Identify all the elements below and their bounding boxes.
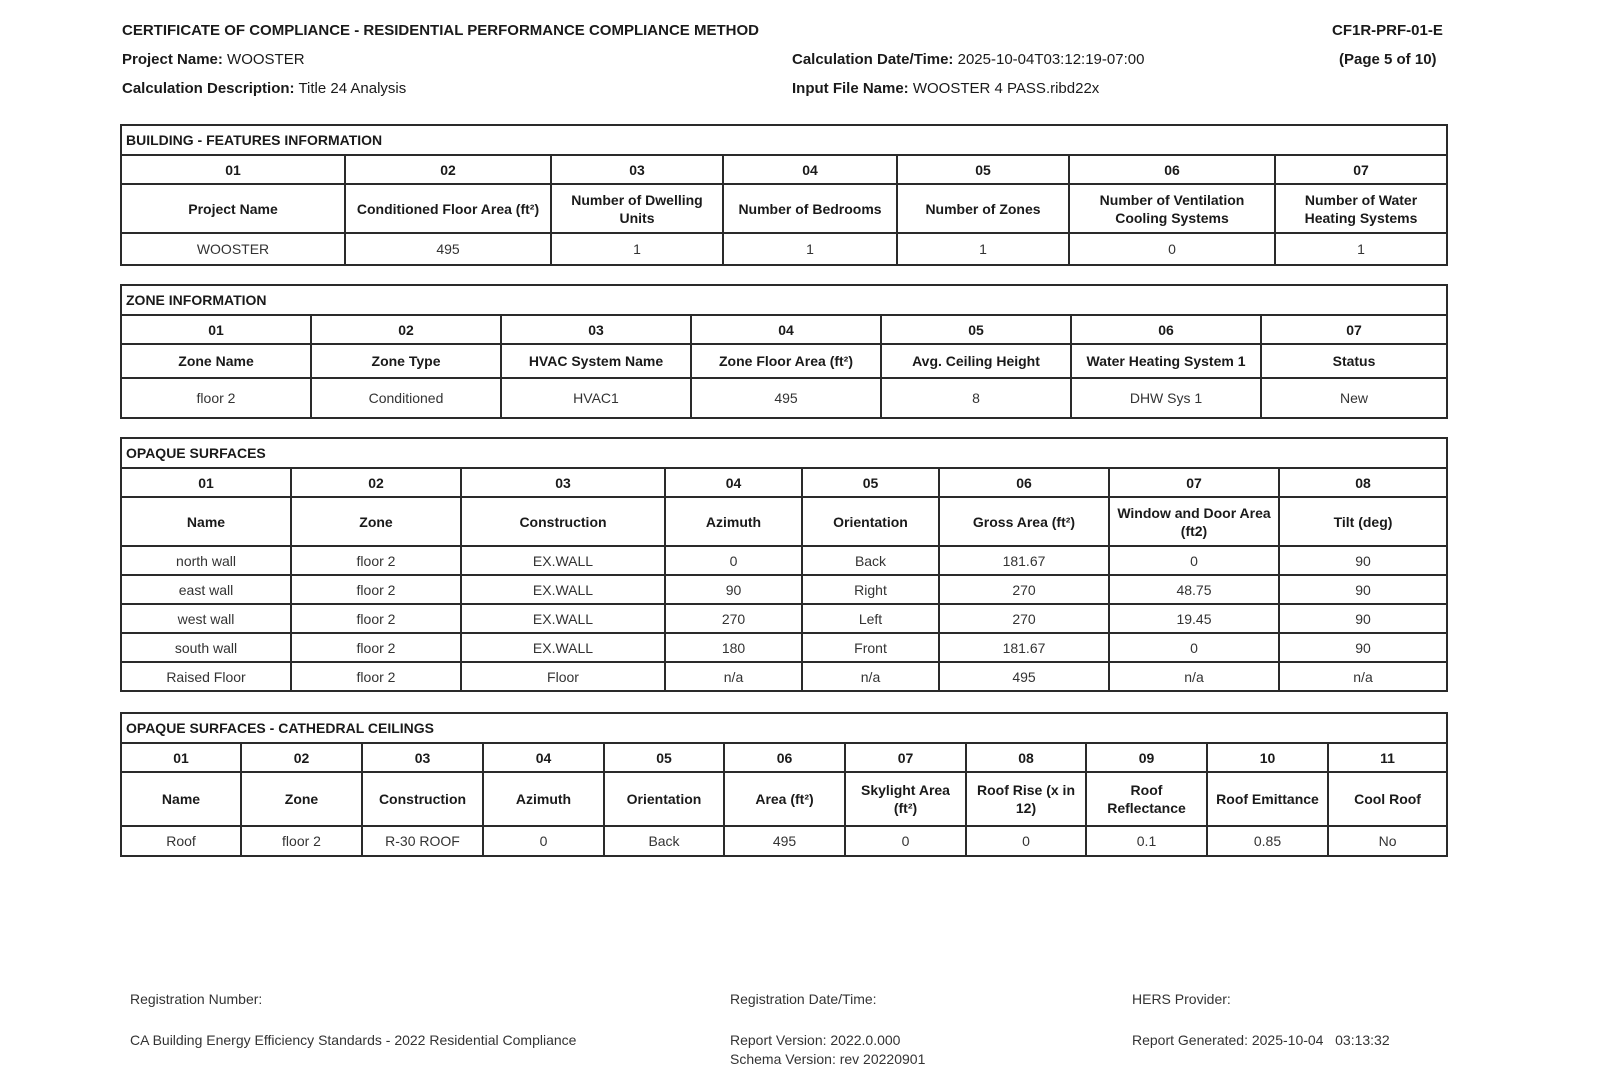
table-cell: 0.1	[1086, 826, 1207, 856]
column-number: 08	[1279, 468, 1447, 497]
table-cell: 48.75	[1109, 575, 1279, 604]
column-number: 11	[1328, 743, 1447, 772]
column-header: Orientation	[604, 772, 724, 826]
column-header: Construction	[362, 772, 483, 826]
column-header: Zone	[291, 497, 461, 546]
input-file-line	[792, 80, 1099, 97]
form-id: CF1R-PRF-01-E	[1332, 22, 1443, 39]
table-cell: 1	[723, 233, 897, 265]
calc-desc-value: Title 24 Analysis	[298, 80, 407, 97]
table-cell: west wall	[121, 604, 291, 633]
table-cell: 181.67	[939, 546, 1109, 575]
table-cell: 0	[665, 546, 802, 575]
table-cell: 19.45	[1109, 604, 1279, 633]
column-header: Window and Door Area (ft2)	[1109, 497, 1279, 546]
calc-desc-label: Calculation Description:	[122, 80, 295, 97]
table-cell: 0.85	[1207, 826, 1328, 856]
column-header: Conditioned Floor Area (ft²)	[345, 184, 551, 233]
table-row	[121, 378, 1447, 418]
column-header: Status	[1261, 344, 1447, 378]
section-title: ZONE INFORMATION	[121, 285, 1447, 315]
column-number: 09	[1086, 743, 1207, 772]
column-number: 02	[291, 468, 461, 497]
zone-information-section	[120, 284, 1446, 419]
table-cell: Floor	[461, 662, 665, 691]
table-cell: 90	[665, 575, 802, 604]
opaque-surfaces-table	[120, 437, 1448, 692]
column-number: 04	[723, 155, 897, 184]
table-cell: 0	[483, 826, 604, 856]
registration-date: Registration Date/Time:	[730, 991, 877, 1007]
table-row	[121, 826, 1447, 856]
column-header: Avg. Ceiling Height	[881, 344, 1071, 378]
column-header: Cool Roof	[1328, 772, 1447, 826]
hers-provider: HERS Provider:	[1132, 991, 1231, 1007]
column-header: Number of Bedrooms	[723, 184, 897, 233]
column-header: Gross Area (ft²)	[939, 497, 1109, 546]
table-cell: east wall	[121, 575, 291, 604]
column-number: 03	[501, 315, 691, 344]
table-cell: floor 2	[291, 604, 461, 633]
column-number: 10	[1207, 743, 1328, 772]
column-header: Construction	[461, 497, 665, 546]
table-cell: 270	[665, 604, 802, 633]
column-header: Number of Ventilation Cooling Systems	[1069, 184, 1275, 233]
input-file-value: WOOSTER 4 PASS.ribd22x	[912, 80, 1100, 97]
column-header: Roof Reflectance	[1086, 772, 1207, 826]
table-cell: floor 2	[121, 378, 311, 418]
table-row	[121, 662, 1447, 691]
column-number: 05	[802, 468, 939, 497]
column-number: 04	[665, 468, 802, 497]
cathedral-ceilings-table	[120, 712, 1448, 857]
table-cell: 495	[724, 826, 845, 856]
calc-desc-line	[122, 80, 406, 97]
table-cell: 0	[845, 826, 966, 856]
table-cell: 90	[1279, 575, 1447, 604]
registration-number: Registration Number:	[130, 991, 263, 1007]
page-title: CERTIFICATE OF COMPLIANCE - RESIDENTIAL PERFORMANCE COMPLIANCE METHOD	[122, 22, 759, 39]
column-number: 08	[966, 743, 1086, 772]
column-header: Number of Zones	[897, 184, 1069, 233]
column-header: Zone Name	[121, 344, 311, 378]
table-row	[121, 233, 1447, 265]
column-number: 05	[604, 743, 724, 772]
table-cell: 180	[665, 633, 802, 662]
column-number: 06	[724, 743, 845, 772]
column-header: Tilt (deg)	[1279, 497, 1447, 546]
column-header: Name	[121, 772, 241, 826]
table-cell: EX.WALL	[461, 546, 665, 575]
table-cell: Back	[802, 546, 939, 575]
table-cell: DHW Sys 1	[1071, 378, 1261, 418]
column-number: 02	[345, 155, 551, 184]
section-title: OPAQUE SURFACES	[121, 438, 1447, 468]
table-cell: 0	[1109, 546, 1279, 575]
table-cell: 495	[939, 662, 1109, 691]
table-cell: n/a	[802, 662, 939, 691]
report-version: Report Version: 2022.0.000	[730, 1032, 901, 1048]
column-header: Zone Floor Area (ft²)	[691, 344, 881, 378]
table-cell: 495	[345, 233, 551, 265]
project-name-value: WOOSTER	[227, 51, 305, 68]
standards-text: CA Building Energy Efficiency Standards - 2022 Residential Compliance	[130, 1032, 577, 1048]
table-cell: Raised Floor	[121, 662, 291, 691]
table-cell: Conditioned	[311, 378, 501, 418]
column-number: 04	[483, 743, 604, 772]
table-cell: 1	[1275, 233, 1447, 265]
column-header: Skylight Area (ft²)	[845, 772, 966, 826]
column-number: 03	[461, 468, 665, 497]
column-number: 07	[1261, 315, 1447, 344]
table-row	[121, 604, 1447, 633]
cathedral-ceilings-section	[120, 712, 1446, 857]
column-number: 07	[1275, 155, 1447, 184]
table-cell: Back	[604, 826, 724, 856]
table-cell: 0	[966, 826, 1086, 856]
table-cell: 0	[1109, 633, 1279, 662]
table-cell: n/a	[1109, 662, 1279, 691]
section-title: OPAQUE SURFACES - CATHEDRAL CEILINGS	[121, 713, 1447, 743]
table-cell: 0	[1069, 233, 1275, 265]
column-number: 06	[939, 468, 1109, 497]
table-row	[121, 633, 1447, 662]
column-header: Azimuth	[483, 772, 604, 826]
table-cell: EX.WALL	[461, 575, 665, 604]
table-cell: 1	[897, 233, 1069, 265]
column-header: Name	[121, 497, 291, 546]
section-title: BUILDING - FEATURES INFORMATION	[121, 125, 1447, 155]
table-cell: HVAC1	[501, 378, 691, 418]
table-row	[121, 575, 1447, 604]
table-cell: 495	[691, 378, 881, 418]
table-cell: floor 2	[291, 662, 461, 691]
column-number: 02	[311, 315, 501, 344]
column-header: HVAC System Name	[501, 344, 691, 378]
table-cell: EX.WALL	[461, 604, 665, 633]
opaque-surfaces-section	[120, 437, 1446, 692]
building-features-table	[120, 124, 1448, 266]
column-number: 01	[121, 155, 345, 184]
input-file-label: Input File Name:	[792, 80, 909, 97]
column-number: 05	[897, 155, 1069, 184]
column-number: 01	[121, 315, 311, 344]
page-number: (Page 5 of 10)	[1339, 51, 1437, 68]
calc-date-label: Calculation Date/Time:	[792, 51, 954, 68]
report-generated: Report Generated: 2025-10-04 03:13:32	[1132, 1032, 1390, 1048]
table-cell: 270	[939, 575, 1109, 604]
column-number: 03	[551, 155, 723, 184]
column-number: 07	[1109, 468, 1279, 497]
column-header: Roof Emittance	[1207, 772, 1328, 826]
table-cell: 90	[1279, 604, 1447, 633]
column-header: Water Heating System 1	[1071, 344, 1261, 378]
column-number: 06	[1069, 155, 1275, 184]
table-cell: No	[1328, 826, 1447, 856]
table-cell: Roof	[121, 826, 241, 856]
column-number: 04	[691, 315, 881, 344]
column-header: Number of Water Heating Systems	[1275, 184, 1447, 233]
table-cell: floor 2	[291, 575, 461, 604]
table-cell: floor 2	[241, 826, 362, 856]
table-cell: 181.67	[939, 633, 1109, 662]
table-cell: New	[1261, 378, 1447, 418]
column-header: Roof Rise (x in 12)	[966, 772, 1086, 826]
column-header: Zone	[241, 772, 362, 826]
column-header: Zone Type	[311, 344, 501, 378]
table-cell: 90	[1279, 633, 1447, 662]
table-cell: 1	[551, 233, 723, 265]
table-cell: floor 2	[291, 546, 461, 575]
column-number: 01	[121, 743, 241, 772]
column-number: 07	[845, 743, 966, 772]
table-row	[121, 546, 1447, 575]
column-number: 03	[362, 743, 483, 772]
column-number: 01	[121, 468, 291, 497]
table-cell: n/a	[1279, 662, 1447, 691]
zone-information-table	[120, 284, 1448, 419]
table-cell: R-30 ROOF	[362, 826, 483, 856]
column-header: Azimuth	[665, 497, 802, 546]
building-features-section	[120, 124, 1446, 266]
column-header: Project Name	[121, 184, 345, 233]
table-cell: north wall	[121, 546, 291, 575]
calc-date-value: 2025-10-04T03:12:19-07:00	[957, 51, 1145, 68]
table-cell: n/a	[665, 662, 802, 691]
table-cell: Right	[802, 575, 939, 604]
table-cell: 90	[1279, 546, 1447, 575]
table-cell: south wall	[121, 633, 291, 662]
table-cell: 270	[939, 604, 1109, 633]
table-cell: Left	[802, 604, 939, 633]
column-header: Orientation	[802, 497, 939, 546]
project-name-line	[122, 51, 305, 68]
table-cell: WOOSTER	[121, 233, 345, 265]
column-header: Area (ft²)	[724, 772, 845, 826]
column-number: 06	[1071, 315, 1261, 344]
table-cell: Front	[802, 633, 939, 662]
schema-version: Schema Version: rev 20220901	[730, 1051, 926, 1067]
table-cell: floor 2	[291, 633, 461, 662]
column-number: 02	[241, 743, 362, 772]
project-name-label: Project Name:	[122, 51, 223, 68]
column-number: 05	[881, 315, 1071, 344]
table-cell: EX.WALL	[461, 633, 665, 662]
table-cell: 8	[881, 378, 1071, 418]
calc-date-line	[792, 51, 1144, 68]
column-header: Number of Dwelling Units	[551, 184, 723, 233]
